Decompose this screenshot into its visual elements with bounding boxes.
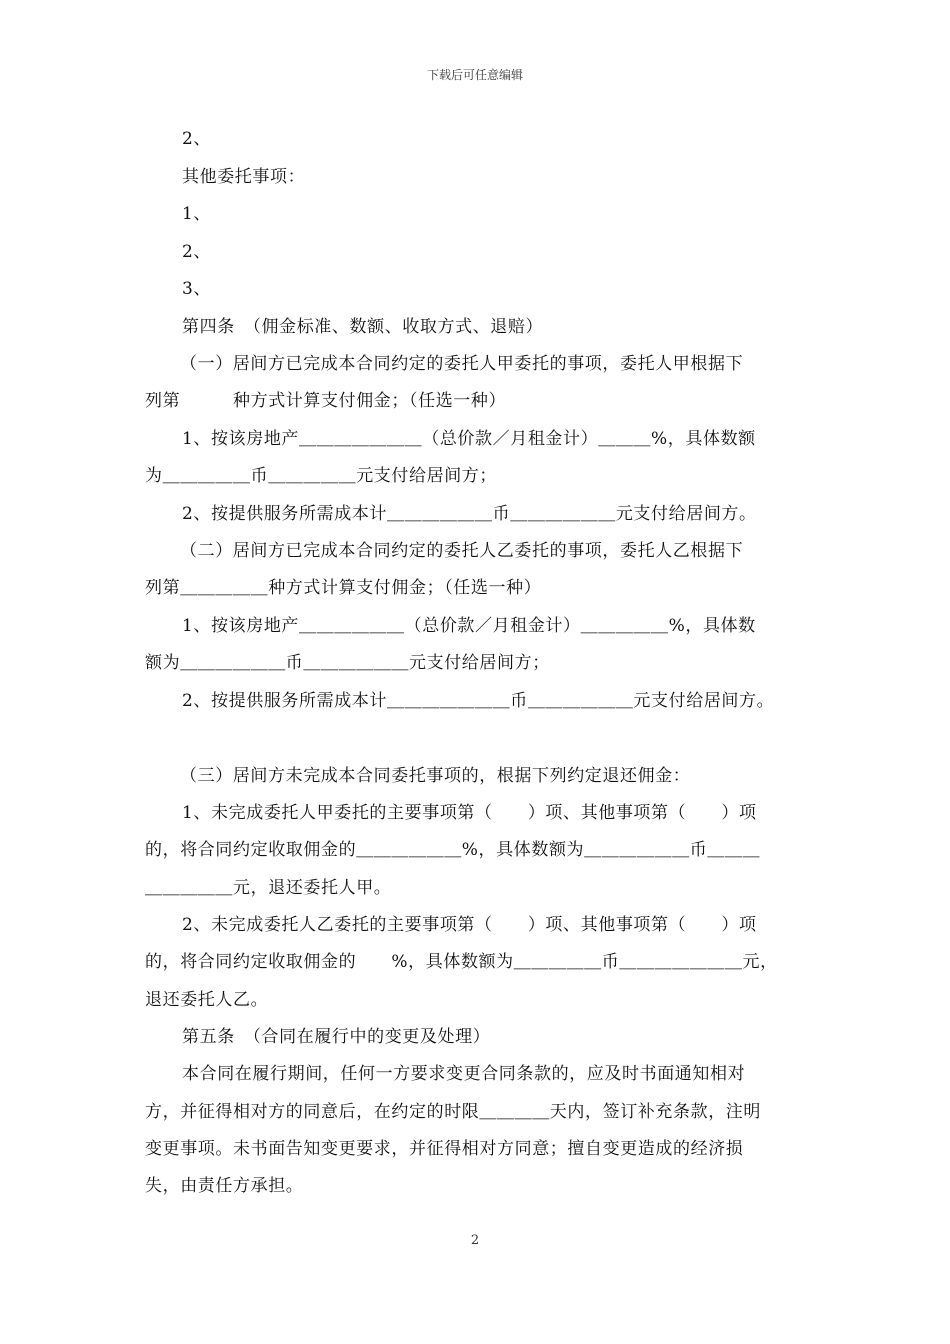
other-item-3: 3、 — [182, 279, 212, 299]
clause-4-1-option2: 2、按提供服务所需成本计＿＿＿＿＿＿币＿＿＿＿＿＿元支付给居间方。 — [182, 504, 757, 524]
clause-4-2-option1-line2: 额为＿＿＿＿＿＿币＿＿＿＿＿＿元支付给居间方； — [145, 653, 550, 673]
page-number: 2 — [470, 1233, 480, 1248]
clause-4-3-item2-line1: 2、未完成委托人乙委托的主要事项第（ ）项、其他事项第（ ）项 — [182, 915, 757, 935]
clause-4-3-item2-line3: 退还委托人乙。 — [145, 990, 269, 1010]
article-5-para-line4: 失，由责任方承担。 — [145, 1176, 304, 1196]
clause-4-2-option1-line1: 1、按该房地产＿＿＿＿＿＿（总价款／月租金计）＿＿＿＿＿%，具体数 — [182, 616, 756, 636]
item-2: 2、 — [182, 129, 212, 149]
clause-4-1-line1: （一）居间方已完成本合同约定的委托人甲委托的事项，委托人甲根据下 — [180, 354, 744, 374]
clause-4-3-heading: （三）居间方未完成本合同委托事项的，根据下列约定退还佣金： — [180, 766, 691, 786]
other-matters-heading: 其他委托事项： — [182, 167, 306, 187]
clause-4-3-item1-line3: ＿＿＿＿＿元，退还委托人甲。 — [145, 878, 392, 898]
article-4-heading: 第四条 （佣金标准、数额、收取方式、退赔） — [182, 317, 544, 337]
article-5-para-line1: 本合同在履行期间，任何一方要求变更合同条款的，应及时书面通知相对 — [182, 1064, 746, 1084]
clause-4-1-option1-line1: 1、按该房地产＿＿＿＿＿＿＿（总价款／月租金计）＿＿＿%，具体数额 — [182, 429, 756, 449]
other-item-1: 1、 — [182, 204, 212, 224]
page-header: 下载后可任意编辑 — [426, 68, 523, 82]
clause-4-3-item1-line2: 的，将合同约定收取佣金的＿＿＿＿＿＿%，具体数额为＿＿＿＿＿＿币＿＿＿ — [145, 840, 761, 860]
clause-4-2-line2: 列第＿＿＿＿＿种方式计算支付佣金；（任选一种） — [145, 578, 542, 598]
clause-4-2-option2: 2、按提供服务所需成本计＿＿＿＿＿＿＿币＿＿＿＿＿＿元支付给居间方。 — [182, 691, 775, 711]
clause-4-3-item1-line1: 1、未完成委托人甲委托的主要事项第（ ）项、其他事项第（ ）项 — [182, 803, 757, 823]
article-5-para-line2: 方，并征得相对方的同意后，在约定的时限＿＿＿＿天内，签订补充条款，注明 — [145, 1102, 761, 1122]
clause-4-1-option1-line2: 为＿＿＿＿＿币＿＿＿＿＿元支付给居间方； — [145, 466, 497, 486]
clause-4-1-line2: 列第 种方式计算支付佣金；（任选一种） — [145, 391, 507, 411]
clause-4-3-item2-line2: 的，将合同约定收取佣金的 %，具体数额为＿＿＿＿＿币＿＿＿＿＿＿＿元， — [145, 952, 778, 972]
other-item-2: 2、 — [182, 242, 212, 262]
article-5-heading: 第五条 （合同在履行中的变更及处理） — [182, 1027, 491, 1047]
article-5-para-line3: 变更事项。未书面告知变更要求，并征得相对方同意；擅自变更造成的经济损 — [145, 1139, 744, 1159]
clause-4-2-line1: （二）居间方已完成本合同约定的委托人乙委托的事项，委托人乙根据下 — [180, 541, 744, 561]
